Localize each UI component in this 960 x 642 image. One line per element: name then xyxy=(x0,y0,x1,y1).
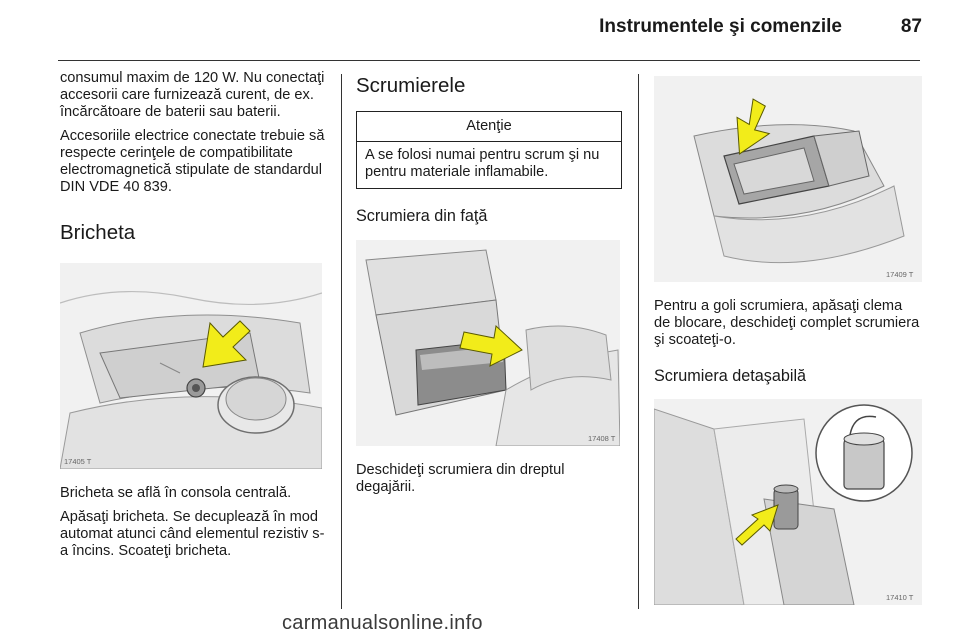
figure-number: 17408 T xyxy=(588,434,616,443)
heading-scrumierele: Scrumierele xyxy=(356,74,466,97)
figure-removable-ashtray xyxy=(654,399,922,605)
column-divider-2 xyxy=(638,74,639,609)
lighter-illustration xyxy=(60,263,322,469)
warning-text: A se folosi numai pentru scrum şi nu pentru materiale inflamabile. xyxy=(365,147,600,180)
figure-number: 17409 T xyxy=(886,270,914,279)
figure-ashtray-removal xyxy=(654,76,922,282)
removable-ashtray-illustration xyxy=(654,399,922,605)
column-2 xyxy=(356,70,622,496)
subheading-removable-ashtray: Scrumiera detaşabilă xyxy=(654,367,807,385)
figure-number: 17405 T xyxy=(64,457,92,466)
paragraph-lighter-usage: Apăsaţi bricheta. Se decuplează în mod automat atunci când elementul rezistiv s-a încins. Scoateţi bricheta. xyxy=(60,509,325,559)
subheading-front-ashtray: Scrumiera din faţă xyxy=(356,207,488,225)
section-title: Instrumentele şi comenzile xyxy=(599,16,842,37)
column-3 xyxy=(654,70,922,605)
front-ashtray-illustration xyxy=(356,240,620,446)
header-divider xyxy=(58,60,920,61)
figure-front-ashtray xyxy=(356,240,620,446)
ashtray-removal-illustration xyxy=(654,76,922,282)
paragraph-lighter-location: Bricheta se află în consola centrală. xyxy=(60,485,292,501)
paragraph-open-ashtray: Deschideţi scrumiera din dreptul degajării. xyxy=(356,462,565,495)
figure-cigarette-lighter xyxy=(60,263,322,469)
watermark-text: carmanualsonline.info xyxy=(282,612,483,634)
column-1 xyxy=(60,70,328,560)
heading-bricheta: Bricheta xyxy=(60,221,136,244)
page-number: 87 xyxy=(900,16,922,37)
column-divider-1 xyxy=(341,74,342,609)
paragraph-emc: Accesoriile electrice conectate trebuie să respecte cerinţele de compatibilitate electromagnetică stipulate de standardul DIN VDE 40 839. xyxy=(60,128,325,195)
figure-number: 17410 T xyxy=(886,593,914,602)
paragraph-empty-ashtray: Pentru a goli scrumiera, apăsaţi clema de blocare, deschideţi complet scrumiera şi scoateţi-o. xyxy=(654,298,920,348)
paragraph-power-limit: consumul maxim de 120 W. Nu conectaţi accesorii care furnizează curent, de ex. încărcătoare de baterii sau baterii. xyxy=(60,70,325,120)
page-header xyxy=(0,0,960,62)
warning-box xyxy=(356,111,622,189)
warning-title: Atenţie xyxy=(357,112,621,142)
